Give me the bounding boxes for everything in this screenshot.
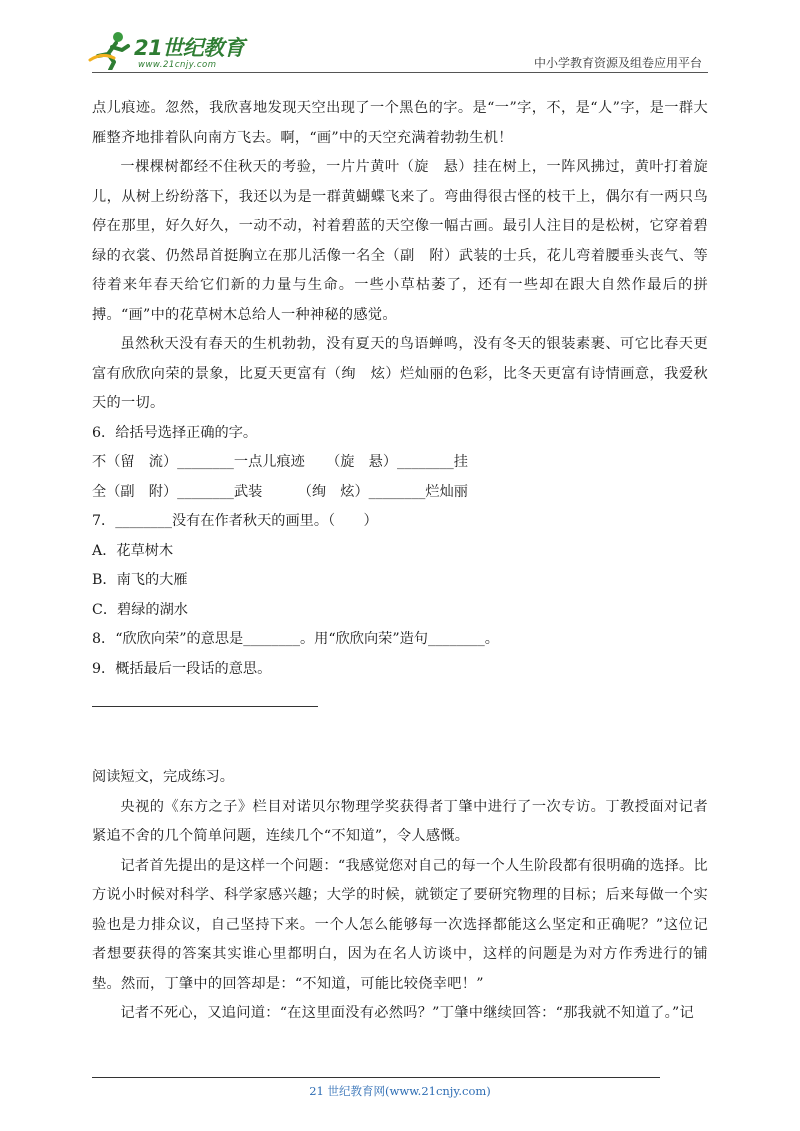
header-divider [92,72,708,73]
passage2-paragraph-1: 央视的《东方之子》栏目对诺贝尔物理学奖获得者丁肇中进行了一次专访。丁教授面对记者紧追不舍的几个简单问题，连续几个“不知道”，令人感慨。 [92,798,708,844]
passage1-paragraph-ending: 虽然秋天没有春天的生机勃勃，没有夏天的鸟语蝉鸣，没有冬天的银装素裹、可它比春天更富有欣欣向荣的景象，比夏天更富有（绚 炫）烂灿丽的色彩，比冬天更富有诗情画意，我爱秋天的一切。 [92,336,708,411]
passage1-paragraph-trees: 一棵棵树都经不住秋天的考验，一片片黄叶（旋 悬）挂在树上，一阵风拂过，黄叶打着旋儿，从树上纷纷落下，我还以为是一群黄蝴蝶飞来了。弯曲得很古怪的枝干上，偶尔有一两只鸟停在那里，好久好久，一动不动，衬着碧蓝的天空像一幅古画。最引人注目的是松树，它穿着碧绿的衣裳、仍然昂首挺胸立在那儿活像一名全（副 附）武装的士兵，花儿弯着腰垂头丧气、等待着来年春天给它们新的力量与生命。一些小草枯萎了，还有一些却在跟大自然作最后的拼搏。“画”中的花草树木总给人一种神秘的感觉。 [92,159,708,323]
passage1-paragraph-continued: 点儿痕迹。忽然，我欣喜地发现天空出现了一个黑色的字。是“一”字，不，是“人”字，是一群大雁整齐地排着队向南方飞去。啊，“画”中的天空充满着勃勃生机！ [92,100,708,146]
logo-url-text: www.21cnjy.com [138,60,217,70]
question-8: 8．“欣欣向荣”的意思是________。用“欣欣向荣”造句________。 [92,631,499,647]
answer-blank-line [92,706,318,707]
platform-title: 中小学教育资源及组卷应用平台 [533,56,702,70]
question-6-line-1: 不（留 流）________一点儿痕迹 （旋 悬）________挂 [92,454,468,470]
question-9: 9．概括最后一段话的意思。 [92,660,272,677]
document-body [92,94,708,1029]
question-7-option-b: B．南飞的大雁 [92,572,188,588]
footer-divider [92,1077,660,1078]
question-7: 7．________没有在作者秋天的画里。（ ） [92,513,378,529]
page-header [0,0,800,80]
site-logo [88,30,245,74]
passage2-paragraph-2: 记者首先提出的是这样一个问题：“我感觉您对自己的每一个人生阶段都有很明确的选择。比方说小时候对科学、科学家感兴趣；大学的时候，就锁定了要研究物理的目标；后来每做一个实验也是力排众议，自己坚持下来。一个人怎么能够每一次选择都能这么坚定和正确呢？”这位记者想要获得的答案其实谁心里都明白，因为在名人访谈中，这样的问题是为对方作秀进行的铺垫。然而，丁肇中的回答却是：“不知道，可能比较侥幸吧！” [92,857,708,992]
passage2-paragraph-3: 记者不死心，又追问道：“在这里面没有必然吗？”丁肇中继续回答：“那我就不知道了。”记 [120,1005,695,1021]
passage2-instruction: 阅读短文，完成练习。 [92,769,234,785]
page-footer: 21 世纪教育网(www.21cnjy.com) [309,1084,491,1098]
question-7-option-a: A．花草树木 [92,542,174,559]
question-6-line-2: 全（副 附）________武装 （绚 炫）________烂灿丽 [92,483,468,500]
logo-wordmark: 21世纪教育 [134,36,245,60]
question-6: 6．给括号选择正确的字。 [92,424,258,441]
runner-logo-icon [88,30,134,70]
question-7-option-c: C．碧绿的湖水 [92,601,188,618]
